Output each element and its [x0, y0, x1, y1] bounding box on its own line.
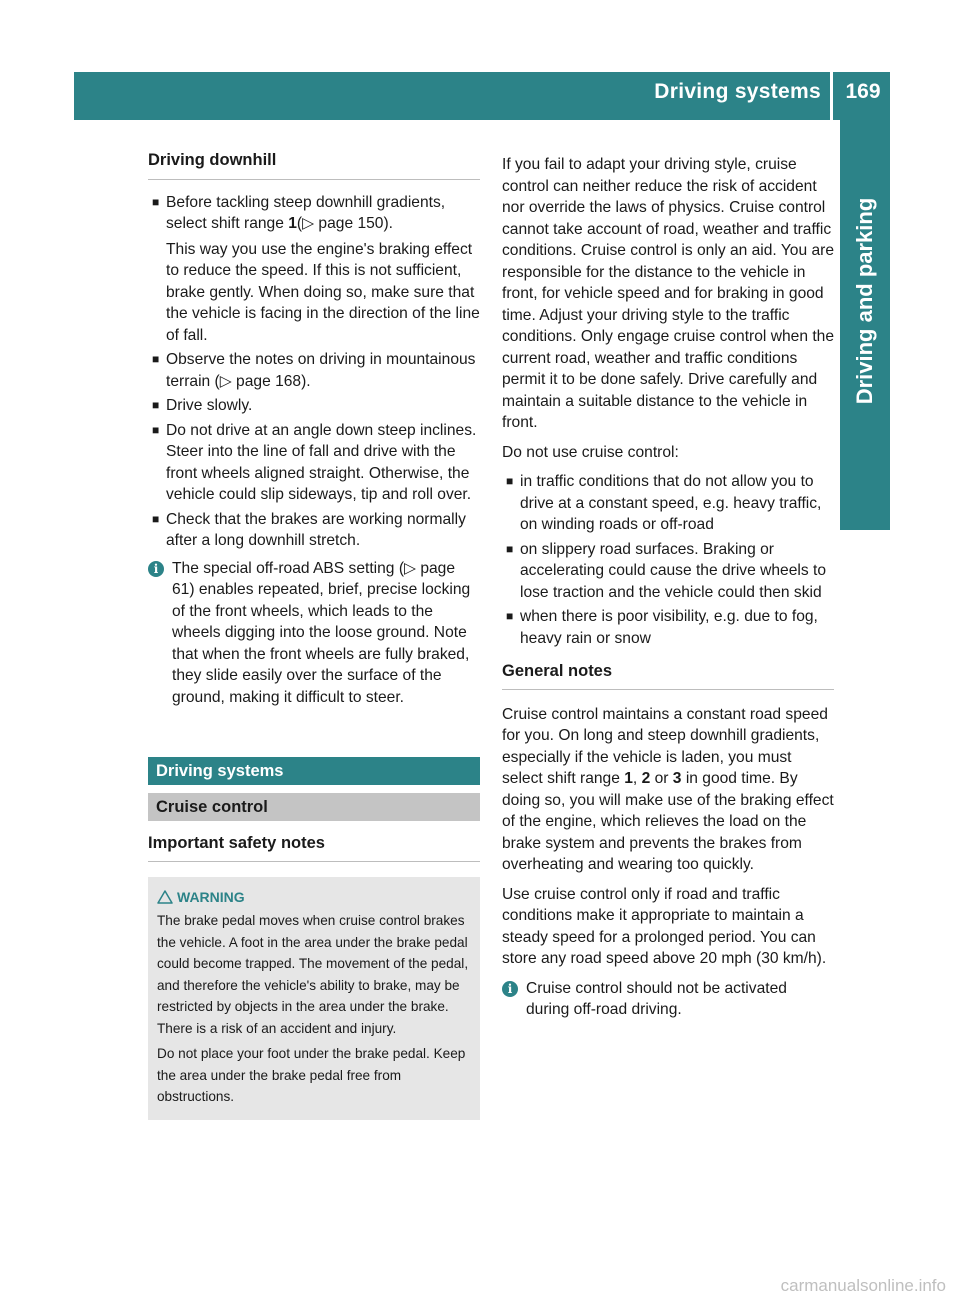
chapter-tab-label: Driving and parking	[852, 197, 877, 405]
bullet-icon: ■	[506, 609, 514, 623]
general-notes-paragraph: Cruise control maintains a constant road speed for you. On long and steep downhill gradients, especially if the vehicle is laden, you must select shift range 1, 2 or 3 in good time. By doing so, you will make use of the braking effect of the engine, which relieves the load on the brake system and prevents the brakes from overheating and wearing too quickly.	[502, 705, 834, 873]
bullet-text: in traffic conditions that do not allow you to drive at a constant speed, e.g. heavy traffic, on winding roads or off-road	[520, 473, 822, 533]
bullet-icon: ■	[152, 352, 160, 366]
watermark: carmanualsonline.info	[780, 1276, 946, 1295]
list-item	[148, 349, 480, 392]
left-column	[148, 150, 480, 1120]
chapter-tab	[840, 120, 890, 482]
cruise-intro-paragraph: If you fail to adapt your driving style, cruise control can neither reduce the risk of accident nor override the laws of physics. Cruise control cannot take account of road, weather and traffic conditions. Cruise control is only an aid. You are responsible for the distance to the vehicle in front, for vehicle speed and for braking in good time. Adjust your driving style to the traffic conditions. Only engage cruise control when the current road, weather and traffic conditions permit it to be done safely. Drive carefully and maintain a suitable distance to the vehicle in front.	[502, 156, 834, 431]
do-not-use-label: Do not use cruise control:	[502, 443, 679, 461]
bullet-text: Check that the brakes are working normally after a long downhill stretch.	[166, 510, 466, 549]
bullet-icon: ■	[152, 398, 160, 412]
page-header	[74, 72, 890, 120]
bullet-icon: ■	[152, 194, 160, 209]
bullet-icon: ■	[506, 474, 514, 488]
warning-paragraph: Do not place your foot under the brake pedal. Keep the area under the brake pedal free from obstructions.	[157, 1046, 466, 1104]
info-note-abs	[148, 558, 480, 709]
right-column	[502, 154, 834, 1021]
speed-storage-paragraph: Use cruise control only if road and traffic conditions make it appropriate to maintain a steady speed for a prolonged period. You can store any road speed above 20 mph (30 km/h).	[502, 885, 827, 967]
header-divider	[830, 72, 833, 120]
downhill-bullet-list	[148, 192, 480, 552]
page-ref: (▷ page 150).	[296, 215, 393, 232]
list-item	[148, 192, 480, 347]
bullet-text: Before tackling steep downhill gradients, select shift range	[166, 193, 446, 232]
chapter-tab-marker	[840, 480, 890, 530]
bullet-text: Observe the notes on driving in mountainous terrain (▷ page 168).	[166, 351, 476, 390]
section-banner-driving-systems: Driving systems	[148, 757, 480, 785]
list-item	[502, 539, 834, 604]
subsection-banner-cruise-control: Cruise control	[148, 793, 480, 821]
heading-important-safety-notes: Important safety notes	[148, 833, 480, 862]
info-note-offroad	[502, 978, 834, 1021]
bullet-detail: This way you use the engine's braking effect to reduce the speed. If this is not sufficient, brake gently. When doing so, make sure that the vehicle is facing in the direction of the line of fall.	[166, 240, 480, 344]
bullet-text: Drive slowly.	[166, 397, 253, 414]
info-text: Cruise control should not be activated during off-road driving.	[526, 979, 787, 1018]
list-item	[502, 606, 834, 649]
bullet-text: Do not drive at an angle down steep inclines. Steer into the line of fall and drive with the front wheels aligned straight. Otherwise, the vehicle could slip sideways, tip and roll over.	[166, 421, 477, 503]
header-title: Driving systems	[654, 80, 821, 103]
heading-general-notes: General notes	[502, 661, 834, 690]
bullet-text: when there is poor visibility, e.g. due to fog, heavy rain or snow	[520, 608, 818, 647]
info-text: The special off-road ABS setting (▷ page 61) enables repeated, brief, precise locking of the front wheels, which leads to the wheels digging into the loose ground. Note that when the front wheels are fully braked, they slide easily over the surface of the ground, making it difficult to steer.	[172, 559, 471, 706]
list-item	[148, 420, 480, 506]
bullet-icon: ■	[152, 511, 160, 526]
warning-title: WARNING	[157, 887, 472, 909]
list-item	[148, 395, 480, 417]
do-not-use-list	[502, 471, 834, 649]
section-heading-driving-downhill: Driving downhill	[148, 150, 480, 180]
bullet-text: on slippery road surfaces. Braking or accelerating could cause the drive wheels to lose traction and the vehicle could then skid	[520, 540, 826, 601]
info-icon: i	[148, 561, 164, 577]
list-item	[502, 471, 834, 536]
warning-triangle-icon	[157, 890, 173, 904]
page-number: 169	[845, 80, 881, 103]
shift-range-ref: 1	[288, 215, 297, 232]
warning-box	[148, 877, 480, 1120]
list-item	[148, 509, 480, 552]
bullet-icon: ■	[506, 541, 514, 556]
info-icon: i	[502, 981, 518, 997]
warning-paragraph: The brake pedal moves when cruise control brakes the vehicle. A foot in the area under the brake pedal could become trapped. The movement of the pedal, and therefore the vehicle's ability to brake, may be restricted by objects in the area under the brake. There is a risk of an accident and injury.	[157, 913, 469, 1036]
bullet-icon: ■	[152, 422, 160, 437]
